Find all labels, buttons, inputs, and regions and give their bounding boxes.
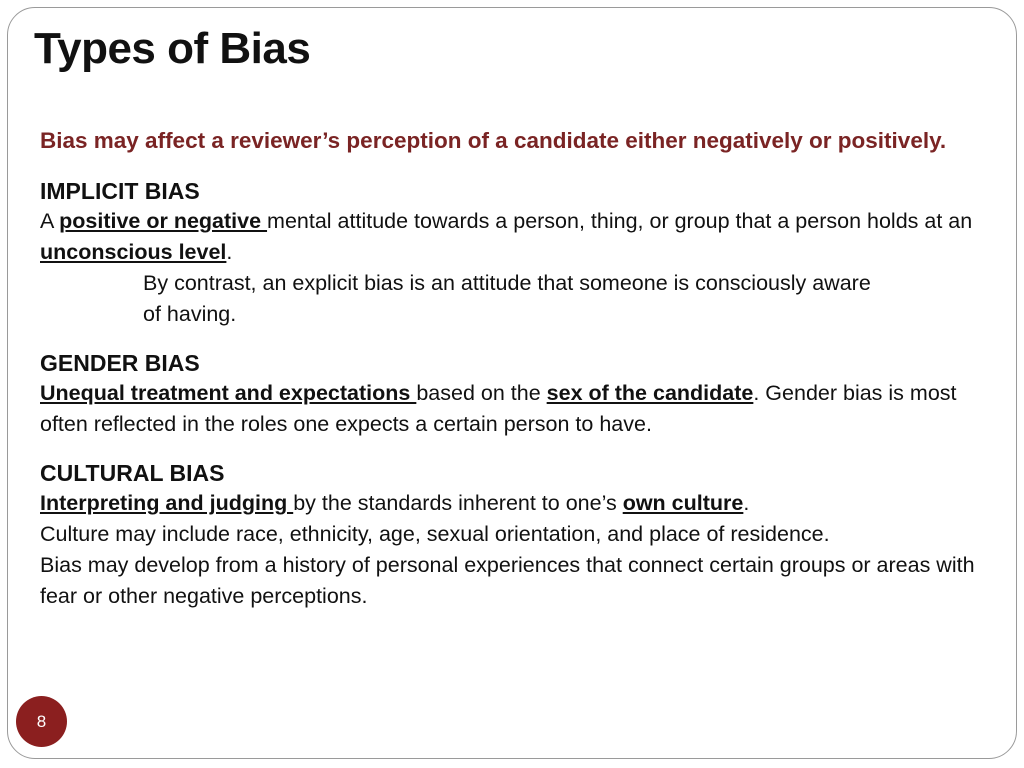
gender-bias-section bbox=[40, 348, 980, 440]
emphasis-sex-of-candidate: sex of the candidate bbox=[546, 381, 754, 405]
implicit-bias-section bbox=[40, 176, 980, 330]
implicit-bias-definition bbox=[40, 206, 980, 268]
emphasis-interpreting-judging: Interpreting and judging bbox=[40, 491, 294, 515]
text: based on the bbox=[416, 381, 547, 405]
page-number-badge: 8 bbox=[16, 696, 67, 747]
text: A bbox=[40, 209, 60, 233]
text: . bbox=[743, 491, 750, 515]
cultural-bias-heading: CULTURAL BIAS bbox=[40, 460, 225, 486]
text: . bbox=[226, 240, 233, 264]
text: by the standards inherent to one’s bbox=[293, 491, 623, 515]
emphasis-own-culture: own culture bbox=[622, 491, 744, 515]
gender-bias-heading: GENDER BIAS bbox=[40, 350, 200, 376]
emphasis-unequal-treatment: Unequal treatment and expectations bbox=[40, 381, 417, 405]
slide-body bbox=[40, 124, 980, 612]
cultural-bias-culture-line: Culture may include race, ethnicity, age, sexual orientation, and place of residence. bbox=[40, 522, 830, 546]
cultural-bias-experience-line: Bias may develop from a history of personal experiences that connect certain groups or areas with fear or other negative perceptions. bbox=[40, 553, 975, 608]
text: . Gender bias is most often reflected in the roles one expects a certain person to have. bbox=[40, 381, 957, 436]
lead-statement: Bias may affect a reviewer’s perception of a candidate either negatively or positively. bbox=[40, 128, 947, 153]
cultural-bias-section bbox=[40, 458, 980, 612]
cultural-bias-definition bbox=[40, 488, 980, 519]
text: mental attitude towards a person, thing, or group that a person holds at an bbox=[267, 209, 973, 233]
explicit-bias-note: By contrast, an explicit bias is an attitude that someone is consciously aware of having. bbox=[143, 271, 871, 326]
emphasis-unconscious-level: unconscious level bbox=[40, 240, 227, 264]
slide-title: Types of Bias bbox=[34, 24, 311, 73]
gender-bias-definition bbox=[40, 378, 980, 440]
emphasis-positive-negative: positive or negative bbox=[59, 209, 268, 233]
implicit-bias-heading: IMPLICIT BIAS bbox=[40, 178, 200, 204]
